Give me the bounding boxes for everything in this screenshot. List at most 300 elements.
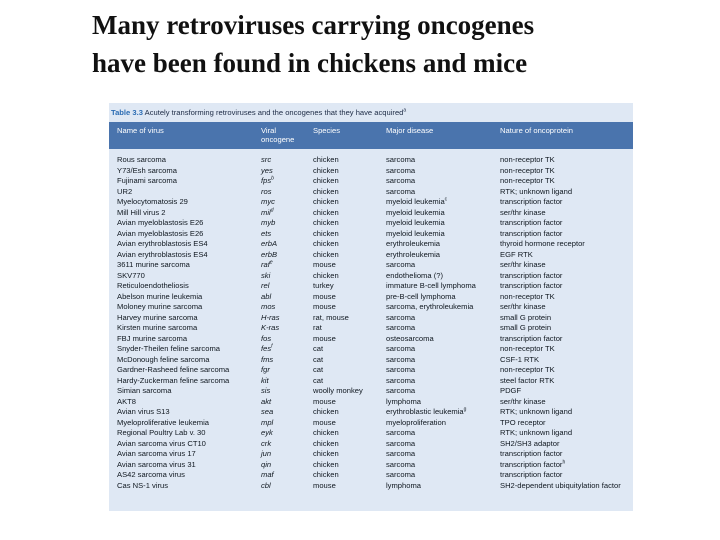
cell-species — [313, 323, 383, 334]
cell-viral-oncogene — [261, 271, 310, 282]
table-caption-label: Table 3.3 — [111, 108, 143, 117]
cell-oncoprotein — [500, 260, 628, 271]
cell-species — [313, 250, 383, 261]
cell-virus-name-text: Avian myeloblastosis E26 — [117, 218, 204, 227]
table-row — [109, 260, 633, 271]
header-nature-of-oncoprotein: Nature of oncoprotein — [500, 126, 574, 135]
cell-virus-name-text: Avian sarcoma virus 31 — [117, 459, 196, 469]
cell-major-disease — [386, 271, 499, 282]
cell-species-text: cat — [313, 375, 324, 385]
cell-oncoprotein-text: small G protein — [500, 312, 552, 322]
cell-major-disease — [386, 187, 499, 198]
cell-major-disease — [386, 376, 499, 387]
cell-virus-name-text: Simian sarcoma — [117, 386, 172, 395]
table-row — [109, 239, 633, 250]
cell-major-disease — [386, 155, 499, 166]
cell-viral-oncogene-text: abl — [261, 291, 272, 301]
cell-virus-name — [117, 323, 261, 334]
cell-virus-name — [117, 176, 261, 187]
cell-species-text: mouse — [313, 480, 336, 490]
cell-virus-name — [117, 418, 261, 429]
cell-viral-oncogene — [261, 229, 310, 240]
cell-viral-oncogene — [261, 323, 310, 334]
cell-major-disease-text: sarcoma — [386, 375, 416, 385]
cell-species — [313, 176, 383, 187]
cell-species — [313, 260, 383, 271]
cell-viral-oncogene — [261, 470, 310, 481]
cell-viral-oncogene-text: yes — [261, 165, 273, 175]
cell-species-text: mouse — [313, 333, 336, 343]
cell-species-text: mouse — [313, 302, 336, 311]
cell-viral-oncogene-text: rel — [261, 281, 270, 290]
cell-viral-oncogene-text: fes — [261, 344, 272, 353]
table-row — [109, 386, 633, 397]
table-row — [109, 418, 633, 429]
cell-virus-name — [117, 208, 261, 219]
cell-species — [313, 418, 383, 429]
cell-virus-name — [117, 365, 261, 376]
cell-major-disease-text: sarcoma — [386, 438, 416, 448]
table-caption — [111, 108, 629, 118]
cell-viral-oncogene-text: crk — [261, 438, 272, 448]
cell-viral-oncogene — [261, 166, 310, 177]
cell-oncoprotein — [500, 229, 628, 240]
table-caption-footnote: a — [403, 107, 407, 114]
cell-major-disease — [386, 302, 499, 313]
cell-oncoprotein-text: transcription factor — [500, 459, 563, 469]
cell-oncoprotein — [500, 334, 628, 345]
cell-major-disease — [386, 418, 499, 429]
cell-virus-name — [117, 386, 261, 397]
cell-viral-oncogene — [261, 365, 310, 376]
cell-virus-name-text: Hardy-Zuckerman feline sarcoma — [117, 375, 230, 385]
cell-viral-oncogene — [261, 155, 310, 166]
cell-species-text: chicken — [313, 239, 339, 248]
cell-major-disease-text: myeloproliferation — [386, 417, 446, 427]
cell-major-disease-text: sarcoma — [386, 365, 416, 374]
cell-virus-name — [117, 302, 261, 313]
cell-viral-oncogene-text: akt — [261, 396, 272, 406]
cell-species — [313, 470, 383, 481]
cell-viral-oncogene — [261, 439, 310, 450]
cell-species-text: chicken — [313, 165, 339, 175]
cell-oncoprotein-text: non-receptor TK — [500, 291, 555, 301]
cell-virus-name-text: SKV770 — [117, 270, 145, 280]
cell-oncoprotein — [500, 166, 628, 177]
cell-species-text: rat, mouse — [313, 312, 349, 322]
cell-oncoprotein-text: transcription factor — [500, 449, 563, 458]
footnote-marker: g — [463, 406, 467, 413]
cell-virus-name-text: Reticuloendotheliosis — [117, 281, 189, 290]
cell-oncoprotein — [500, 271, 628, 282]
table-row — [109, 344, 633, 355]
cell-species-text: chicken — [313, 155, 339, 164]
cell-virus-name — [117, 376, 261, 387]
cell-viral-oncogene — [261, 481, 310, 492]
cell-major-disease — [386, 470, 499, 481]
cell-oncoprotein — [500, 218, 628, 229]
cell-oncoprotein-text: non-receptor TK — [500, 365, 555, 374]
footnote-marker: e — [269, 259, 273, 266]
cell-virus-name — [117, 197, 261, 208]
cell-major-disease-text: sarcoma — [386, 323, 416, 332]
cell-species — [313, 376, 383, 387]
cell-virus-name-text: Avian erythroblastosis ES4 — [117, 249, 208, 259]
cell-virus-name — [117, 218, 261, 229]
cell-oncoprotein — [500, 470, 628, 481]
cell-viral-oncogene — [261, 397, 310, 408]
cell-species — [313, 407, 383, 418]
cell-viral-oncogene — [261, 260, 310, 271]
cell-oncoprotein — [500, 176, 628, 187]
slide-title-line-2: have been found in chickens and mice — [92, 48, 528, 78]
table-row — [109, 439, 633, 450]
cell-major-disease — [386, 323, 499, 334]
cell-virus-name-text: AS42 sarcoma virus — [117, 470, 185, 479]
cell-virus-name — [117, 470, 261, 481]
cell-species — [313, 397, 383, 408]
table-row — [109, 271, 633, 282]
cell-viral-oncogene-text: erbB — [261, 249, 278, 259]
cell-major-disease-text: sarcoma — [386, 354, 416, 364]
cell-major-disease-text: lymphoma — [386, 480, 422, 490]
cell-oncoprotein-text: EGF RTK — [500, 249, 533, 259]
cell-species-text: mouse — [313, 417, 336, 427]
cell-virus-name-text: Rous sarcoma — [117, 155, 166, 164]
cell-species — [313, 281, 383, 292]
cell-oncoprotein — [500, 323, 628, 334]
cell-oncoprotein — [500, 376, 628, 387]
cell-viral-oncogene — [261, 334, 310, 345]
cell-species-text: chicken — [313, 197, 339, 206]
cell-virus-name-text: 3611 murine sarcoma — [117, 260, 190, 269]
cell-oncoprotein — [500, 386, 628, 397]
cell-species — [313, 239, 383, 250]
cell-virus-name-text: Avian virus S13 — [117, 407, 170, 416]
cell-major-disease-text: erythroleukemia — [386, 239, 441, 248]
cell-viral-oncogene — [261, 428, 310, 439]
cell-virus-name — [117, 460, 261, 471]
cell-major-disease-text: sarcoma, erythroleukemia — [386, 302, 474, 311]
cell-viral-oncogene-text: cbl — [261, 480, 271, 490]
cell-major-disease — [386, 355, 499, 366]
cell-viral-oncogene-text: fps — [261, 176, 272, 185]
cell-species — [313, 271, 383, 282]
cell-virus-name — [117, 250, 261, 261]
cell-major-disease — [386, 449, 499, 460]
table-row — [109, 407, 633, 418]
slide-title — [92, 6, 692, 82]
cell-major-disease-text: lymphoma — [386, 396, 422, 406]
table-caption-text: Acutely transforming retroviruses and the oncogenes that they have acquired — [144, 108, 404, 117]
cell-species — [313, 439, 383, 450]
cell-species-text: chicken — [313, 459, 339, 469]
cell-species-text: chicken — [313, 218, 339, 227]
cell-oncoprotein-text: ser/thr kinase — [500, 260, 546, 269]
cell-oncoprotein-text: TPO receptor — [500, 417, 546, 427]
cell-oncoprotein — [500, 449, 628, 460]
cell-species-text: chicken — [313, 438, 339, 448]
cell-oncoprotein-text: transcription factor — [500, 470, 563, 479]
cell-major-disease-text: myeloid leukemia — [386, 218, 445, 227]
cell-viral-oncogene — [261, 344, 310, 355]
cell-virus-name — [117, 313, 261, 324]
cell-species — [313, 166, 383, 177]
cell-viral-oncogene — [261, 197, 310, 208]
cell-viral-oncogene-text: myb — [261, 218, 276, 227]
header-name-of-virus: Name of virus — [117, 126, 164, 135]
table-row — [109, 302, 633, 313]
cell-species-text: chicken — [313, 428, 339, 437]
cell-oncoprotein — [500, 355, 628, 366]
table-row — [109, 460, 633, 471]
cell-viral-oncogene-text: eyk — [261, 428, 273, 437]
table-row — [109, 355, 633, 366]
cell-species-text: cat — [313, 354, 324, 364]
cell-viral-oncogene — [261, 302, 310, 313]
cell-oncoprotein — [500, 292, 628, 303]
cell-species — [313, 355, 383, 366]
cell-viral-oncogene — [261, 407, 310, 418]
cell-oncoprotein — [500, 407, 628, 418]
cell-major-disease — [386, 407, 499, 418]
cell-viral-oncogene-text: sea — [261, 407, 274, 416]
cell-major-disease-text: sarcoma — [386, 449, 416, 458]
cell-major-disease — [386, 439, 499, 450]
cell-viral-oncogene-text: src — [261, 155, 272, 164]
table-row — [109, 470, 633, 481]
cell-viral-oncogene-text: mil — [261, 207, 271, 217]
cell-major-disease-text: erythroleukemia — [386, 249, 441, 259]
header-species: Species — [313, 126, 341, 135]
cell-major-disease-text: sarcoma — [386, 428, 416, 437]
footnote-marker: h — [562, 458, 566, 465]
cell-oncoprotein-text: RTK; unknown ligand — [500, 428, 573, 437]
cell-species — [313, 155, 383, 166]
cell-virus-name-text: FBJ murine sarcoma — [117, 333, 188, 343]
table-row — [109, 281, 633, 292]
cell-major-disease-text: sarcoma — [386, 459, 416, 469]
cell-major-disease — [386, 166, 499, 177]
cell-viral-oncogene-text: fms — [261, 354, 274, 364]
cell-species — [313, 344, 383, 355]
cell-virus-name — [117, 292, 261, 303]
footnote-marker: b — [271, 175, 274, 182]
cell-virus-name — [117, 397, 261, 408]
cell-virus-name — [117, 187, 261, 198]
cell-species — [313, 302, 383, 313]
footnote-marker: f — [271, 343, 273, 350]
table-row — [109, 365, 633, 376]
cell-oncoprotein — [500, 239, 628, 250]
table-row — [109, 481, 633, 502]
cell-species — [313, 197, 383, 208]
cell-virus-name-text: Mill Hill virus 2 — [117, 207, 166, 217]
slide-title-line-1: Many retroviruses carrying oncogenes — [92, 10, 535, 40]
cell-viral-oncogene — [261, 313, 310, 324]
cell-virus-name-text: Avian sarcoma virus 17 — [117, 449, 196, 458]
cell-major-disease — [386, 239, 499, 250]
table-row — [109, 208, 633, 219]
cell-major-disease — [386, 428, 499, 439]
cell-oncoprotein — [500, 208, 628, 219]
cell-species — [313, 218, 383, 229]
cell-virus-name — [117, 155, 261, 166]
cell-major-disease-text: sarcoma — [386, 186, 416, 196]
table-row — [109, 187, 633, 198]
cell-virus-name-text: Regional Poultry Lab v. 30 — [117, 428, 206, 437]
cell-oncoprotein — [500, 302, 628, 313]
cell-major-disease-text: sarcoma — [386, 344, 416, 353]
cell-oncoprotein-text: ser/thr kinase — [500, 302, 546, 311]
cell-viral-oncogene — [261, 460, 310, 471]
cell-oncoprotein-text: transcription factor — [500, 218, 563, 227]
cell-species — [313, 229, 383, 240]
cell-virus-name-text: UR2 — [117, 186, 133, 196]
table-row — [109, 229, 633, 240]
cell-major-disease-text: myeloid leukemia — [386, 228, 445, 238]
cell-oncoprotein-text: SH2/SH3 adaptor — [500, 438, 560, 448]
cell-oncoprotein — [500, 460, 628, 471]
cell-major-disease — [386, 250, 499, 261]
cell-virus-name-text: Myeloproliferative leukemia — [117, 417, 210, 427]
cell-virus-name — [117, 449, 261, 460]
cell-species-text: rat — [313, 323, 322, 332]
cell-oncoprotein-text: non-receptor TK — [500, 165, 555, 175]
cell-viral-oncogene — [261, 250, 310, 261]
table-row — [109, 176, 633, 187]
cell-virus-name-text: Gardner-Rasheed feline sarcoma — [117, 365, 230, 374]
cell-oncoprotein-text: non-receptor TK — [500, 155, 555, 164]
cell-oncoprotein-text: transcription factor — [500, 228, 563, 238]
table-row — [109, 449, 633, 460]
cell-oncoprotein-text: transcription factor — [500, 270, 563, 280]
cell-major-disease — [386, 229, 499, 240]
cell-oncoprotein-text: RTK; unknown ligand — [500, 186, 573, 196]
cell-major-disease — [386, 481, 499, 492]
cell-oncoprotein-text: SH2-dependent ubiquitylation factor — [500, 480, 621, 490]
cell-oncoprotein — [500, 428, 628, 439]
cell-major-disease — [386, 292, 499, 303]
cell-major-disease — [386, 334, 499, 345]
cell-virus-name — [117, 281, 261, 292]
cell-viral-oncogene — [261, 449, 310, 460]
cell-major-disease-text: endothelioma (?) — [386, 270, 443, 280]
cell-oncoprotein-text: transcription factor — [500, 333, 563, 343]
cell-oncoprotein-text: transcription factor — [500, 197, 563, 206]
cell-major-disease-text: sarcoma — [386, 155, 416, 164]
cell-oncoprotein-text: small G protein — [500, 323, 552, 332]
cell-viral-oncogene-text: jun — [261, 449, 272, 458]
cell-species-text: chicken — [313, 270, 339, 280]
cell-viral-oncogene-text: K-ras — [261, 323, 280, 332]
cell-species-text: chicken — [313, 407, 339, 416]
table-row — [109, 155, 633, 166]
cell-oncoprotein-text: thyroid hormone receptor — [500, 239, 585, 248]
cell-major-disease-text: sarcoma — [386, 312, 416, 322]
table-body — [109, 155, 633, 502]
cell-oncoprotein — [500, 365, 628, 376]
cell-virus-name-text: Cas NS-1 virus — [117, 480, 169, 490]
cell-major-disease — [386, 218, 499, 229]
cell-major-disease-text: osteosarcoma — [386, 333, 434, 343]
cell-virus-name-text: Abelson murine leukemia — [117, 291, 203, 301]
table-row — [109, 292, 633, 303]
cell-major-disease-text: sarcoma — [386, 470, 416, 479]
cell-virus-name-text: Harvey murine sarcoma — [117, 312, 198, 322]
cell-virus-name — [117, 355, 261, 366]
cell-major-disease-text: sarcoma — [386, 176, 416, 185]
cell-species — [313, 292, 383, 303]
cell-viral-oncogene-text: myc — [261, 197, 275, 206]
cell-major-disease-text: immature B-cell lymphoma — [386, 281, 476, 290]
cell-species-text: chicken — [313, 176, 339, 185]
cell-species-text: woolly monkey — [313, 386, 363, 395]
header-viral-oncogene: Viral oncogene — [261, 126, 295, 144]
cell-species — [313, 313, 383, 324]
cell-oncoprotein-text: non-receptor TK — [500, 176, 555, 185]
cell-viral-oncogene-text: raf — [261, 260, 270, 269]
cell-virus-name — [117, 439, 261, 450]
cell-oncoprotein-text: transcription factor — [500, 281, 563, 290]
cell-oncoprotein — [500, 187, 628, 198]
cell-oncoprotein — [500, 313, 628, 324]
cell-viral-oncogene-text: sis — [261, 386, 271, 395]
cell-major-disease — [386, 344, 499, 355]
cell-oncoprotein — [500, 155, 628, 166]
cell-virus-name — [117, 229, 261, 240]
cell-viral-oncogene-text: maf — [261, 470, 274, 479]
cell-oncoprotein-text: RTK; unknown ligand — [500, 407, 573, 416]
cell-major-disease — [386, 386, 499, 397]
cell-species — [313, 449, 383, 460]
cell-viral-oncogene — [261, 208, 310, 219]
cell-virus-name-text: Kirsten murine sarcoma — [117, 323, 198, 332]
cell-virus-name-text: McDonough feline sarcoma — [117, 354, 210, 364]
cell-major-disease-text: erythroblastic leukemia — [386, 407, 464, 416]
cell-viral-oncogene — [261, 386, 310, 397]
cell-major-disease-text: pre-B-cell lymphoma — [386, 291, 456, 301]
cell-species-text: chicken — [313, 449, 339, 458]
table-row — [109, 313, 633, 324]
cell-viral-oncogene — [261, 418, 310, 429]
cell-oncoprotein-text: ser/thr kinase — [500, 396, 546, 406]
cell-major-disease-text: sarcoma — [386, 165, 416, 175]
cell-virus-name-text: Moloney murine sarcoma — [117, 302, 203, 311]
cell-oncoprotein-text: ser/thr kinase — [500, 207, 546, 217]
table-row — [109, 323, 633, 334]
cell-viral-oncogene-text: H-ras — [261, 312, 280, 322]
cell-virus-name — [117, 239, 261, 250]
cell-oncoprotein-text: non-receptor TK — [500, 344, 555, 353]
cell-species-text: mouse — [313, 291, 336, 301]
table-row — [109, 166, 633, 177]
cell-oncoprotein — [500, 481, 628, 492]
oncogene-table — [109, 103, 633, 511]
cell-viral-oncogene — [261, 218, 310, 229]
cell-viral-oncogene — [261, 281, 310, 292]
cell-virus-name-text: Fujinami sarcoma — [117, 176, 177, 185]
cell-major-disease — [386, 260, 499, 271]
cell-virus-name-text: Avian sarcoma virus CT10 — [117, 438, 206, 448]
cell-species — [313, 428, 383, 439]
cell-major-disease — [386, 197, 499, 208]
cell-viral-oncogene — [261, 187, 310, 198]
cell-major-disease — [386, 281, 499, 292]
cell-virus-name-text: Avian myeloblastosis E26 — [117, 228, 204, 238]
cell-major-disease — [386, 365, 499, 376]
cell-major-disease-text: sarcoma — [386, 260, 416, 269]
